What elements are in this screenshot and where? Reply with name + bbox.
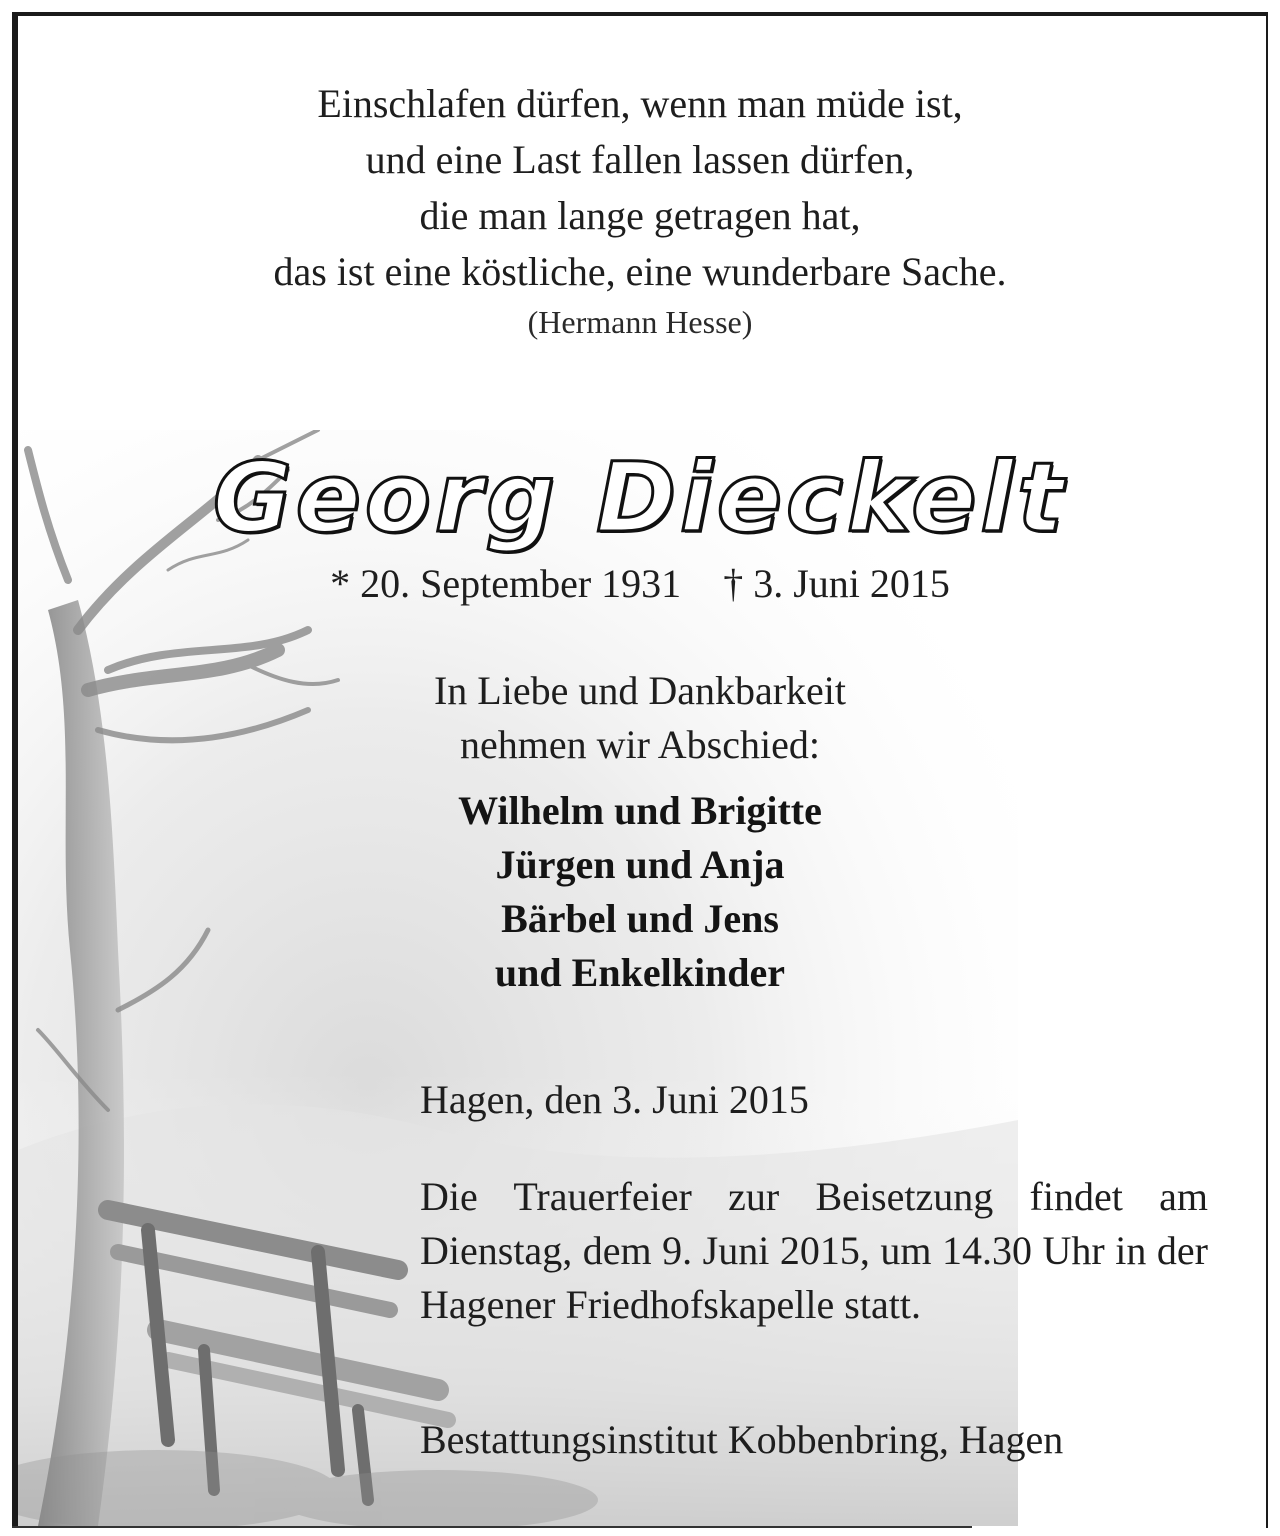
undertaker: Bestattungsinstitut Kobbenbring, Hagen	[420, 1417, 1064, 1462]
border-top	[12, 12, 1268, 16]
life-dates	[0, 556, 1280, 612]
mourner-entry: Wilhelm und Brigitte	[458, 788, 822, 833]
hesse-quote	[0, 76, 1280, 300]
farewell-line: nehmen wir Abschied:	[460, 722, 820, 767]
mourner-entry: Bärbel und Jens	[501, 896, 779, 941]
service-notice: Die Trauerfeier zur Beisetzung findet am Dienstag, dem 9. Juni 2015, um 14.30 Uhr in der Hagener Friedhofskapelle statt.	[420, 1174, 1208, 1327]
quote-line: und eine Last fallen lassen dürfen,	[365, 137, 915, 182]
place-date: Hagen, den 3. Juni 2015	[420, 1077, 809, 1122]
quote-line: die man lange getragen hat,	[419, 193, 861, 238]
border-bottom	[12, 1526, 972, 1528]
farewell-text	[0, 664, 1280, 772]
mourner-entry: Jürgen und Anja	[495, 842, 785, 887]
quote-line: das ist eine köstliche, eine wunderbare Sache.	[273, 249, 1007, 294]
quote-author: (Hermann Hesse)	[527, 304, 753, 340]
deceased-name: Georg Dieckelt	[212, 442, 1068, 554]
farewell-line: In Liebe und Dankbarkeit	[433, 668, 847, 713]
death-date: † 3. Juni 2015	[723, 561, 950, 606]
birth-date: * 20. September 1931	[330, 561, 682, 606]
mourners-list	[0, 784, 1280, 1000]
quote-line: Einschlafen dürfen, wenn man müde ist,	[317, 81, 963, 126]
mourner-entry: und Enkelkinder	[494, 950, 786, 995]
